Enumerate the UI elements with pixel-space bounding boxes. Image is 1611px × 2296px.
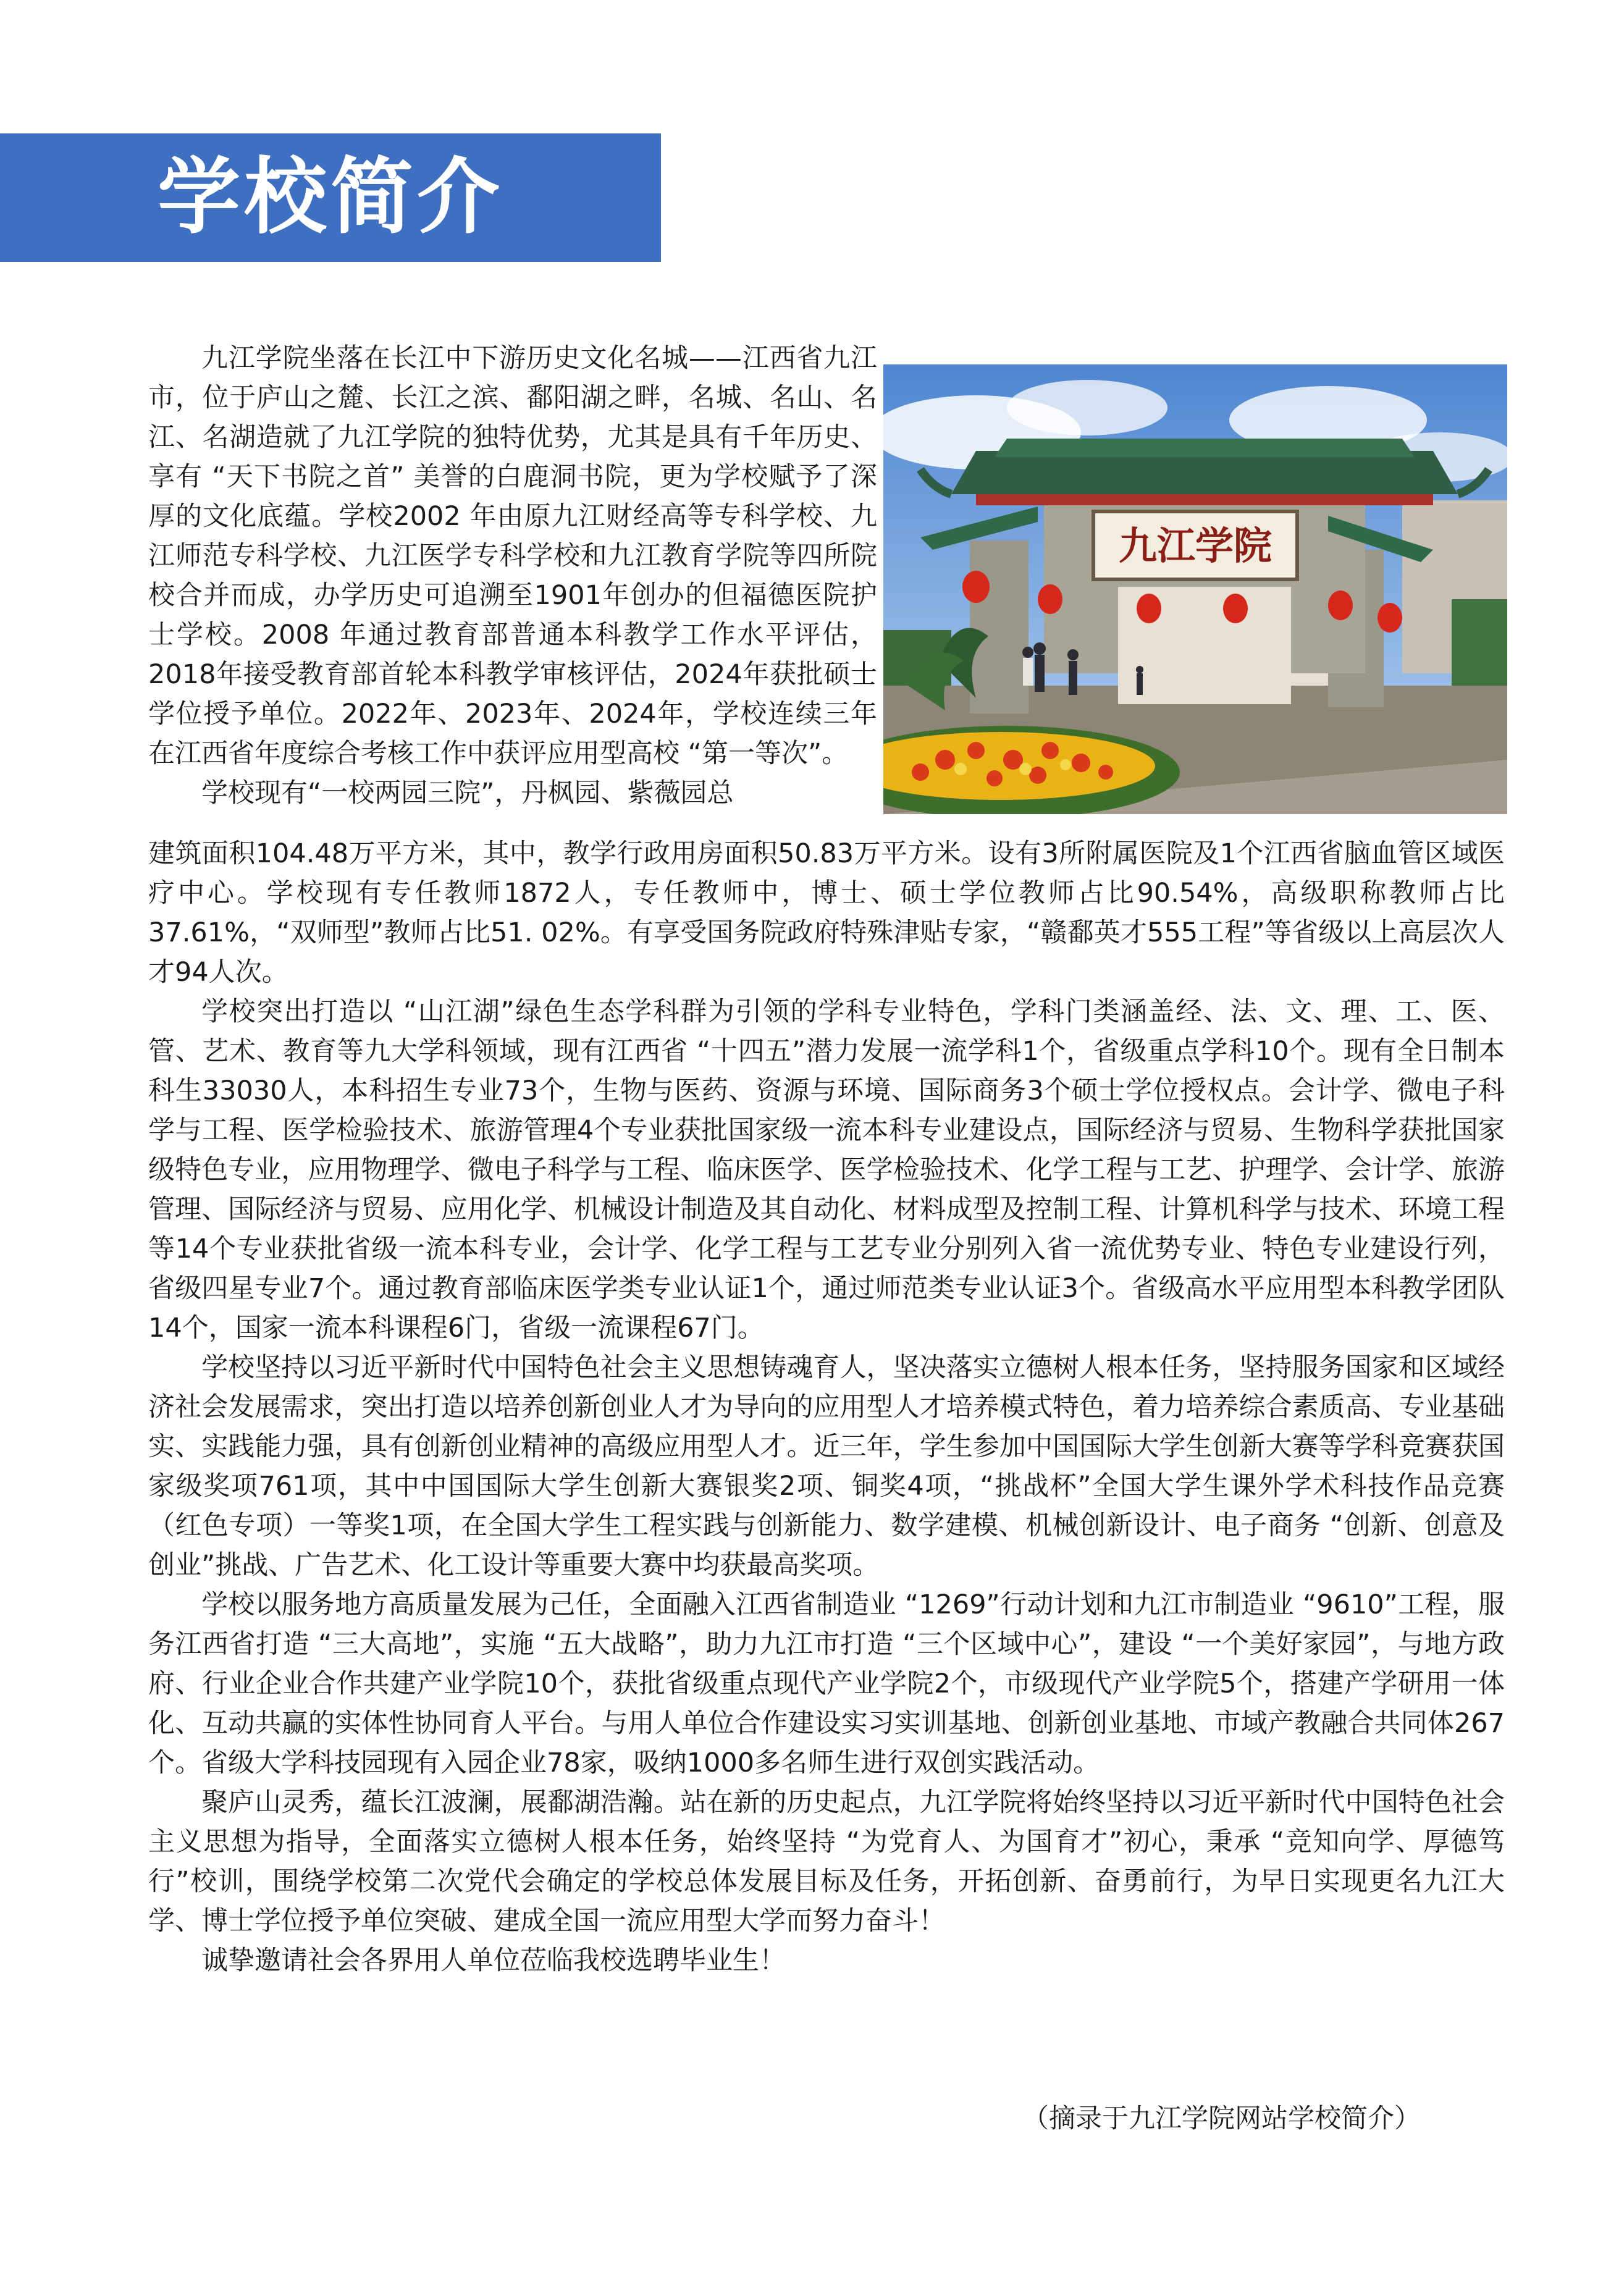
intro-paragraph-4: 学校坚持以习近平新时代中国特色社会主义思想铸魂育人，坚决落实立德树人根本任务，坚持服务国家和区域经济社会发展需求，突出打造以培养创新创业人才为导向的应用型人才培养模式特色，着力培养综合素质高、专业基础实、实践能力强，具有创新创业精神的高级应用型人才。近三年，学生参加中国国际大学生创新大赛等学科竞赛获国家级奖项761项，其中中国国际大学生创新大赛银奖2项、铜奖4项，“挑战杯”全国大学生课外学术科技作品竞赛（红色专项）一等奖1项，在全国大学生工程实践与创新能力、数学建模、机械创新设计、电子商务 “创新、创意及创业”挑战、广告艺术、化工设计等重要大赛中均获最高奖项。 [148,1352,1505,1581]
intro-wrapped-text [148,339,877,834]
source-note: （摘录于九江学院网站学校简介） [1022,2103,1421,2134]
intro-paragraph-7: 诚挚邀请社会各界用人单位莅临我校选聘毕业生！ [201,1945,786,1976]
intro-paragraph-2-start: 学校现有“一校两园三院”，丹枫园、紫薇园总 [201,778,734,809]
page-title: 学校简介 [158,148,504,245]
intro-paragraph-1: 九江学院坐落在长江中下游历史文化名城——江西省九江市，位于庐山之麓、长江之滨、鄱阳湖之畔，名城、名山、名江、名湖造就了九江学院的独特优势，尤其是具有千年历史、享有 “天下书院之首” 美誉的白鹿洞书院，更为学校赋予了深厚的文化底蕴。学校2002 年由原九江财经高等专科学校、九江师范专科学校、九江医学专科学校和九江教育学院等四所院校合并而成，办学历史可追溯至1901年创办的但福德医院护士学校。2008 年通过教育部普通本科教学工作水平评估，2018年接受教育部首轮本科教学审核评估，2024年获批硕士学位授予单位。2022年、2023年、2024年，学校连续三年在江西省年度综合考核工作中获评应用型高校 “第一等次”。 [148,343,877,769]
gate-inscription: 九江学院 [1118,523,1272,568]
intro-paragraph-3: 学校突出打造以 “山江湖”绿色生态学科群为引领的学科专业特色，学科门类涵盖经、法、文、理、工、医、管、艺术、教育等九大学科领域，现有江西省 “十四五”潜力发展一流学科1个，省级重点学科10个。现有全日制本科生33030人，本科招生专业73个，生物与医药、资源与环境、国际商务3个硕士学位授权点。会计学、微电子科学与工程、医学检验技术、旅游管理4个专业获批国家级一流本科专业建设点，国际经济与贸易、生物科学获批国家级特色专业，应用物理学、微电子科学与工程、临床医学、医学检验技术、化学工程与工艺、护理学、会计学、旅游管理、国际经济与贸易、应用化学、机械设计制造及其自动化、材料成型及控制工程、计算机科学与技术、环境工程等14个专业获批省级一流本科专业，会计学、化学工程与工艺专业分别列入省一流优势专业、特色专业建设行列，省级四星专业7个。通过教育部临床医学类专业认证1个，通过师范类专业认证3个。省级高水平应用型本科教学团队14个，国家一流本科课程6门，省级一流课程67门。 [148,996,1505,1344]
intro-full-text [148,834,1505,1980]
intro-paragraph-5: 学校以服务地方高质量发展为己任，全面融入江西省制造业 “1269”行动计划和九江市制造业 “9610”工程，服务江西省打造 “三大高地”，实施 “五大战略”，助力九江市打造 “三个区域中心”，建设 “一个美好家园”，与地方政府、行业企业合作共建产业学院10个，获批省级重点现代产业学院2个，市级现代产业学院5个，搭建产学研用一体化、互动共赢的实体性协同育人平台。与用人单位合作建设实习实训基地、创新创业基地、市域产教融合共同体267个。省级大学科技园现有入园企业78家，吸纳1000多名师生进行双创实践活动。 [148,1589,1505,1778]
intro-paragraph-6: 聚庐山灵秀，蕴长江波澜，展鄱湖浩瀚。站在新的历史起点，九江学院将始终坚持以习近平新时代中国特色社会主义思想为指导，全面落实立德树人根本任务，始终坚持 “为党育人、为国育才”初心，秉承 “竞知向学、厚德笃行”校训，围绕学校第二次党代会确定的学校总体发展目标及任务，开拓创新、奋勇前行，为早日实现更名九江大学、博士学位授予单位突破、建成全国一流应用型大学而努力奋斗！ [148,1787,1505,1936]
campus-gate-photo [883,364,1507,814]
intro-paragraph-2-rest: 建筑面积104.48万平方米，其中，教学行政用房面积50.83万平方米。设有3所附属医院及1个江西省脑血管区域医疗中心。学校现有专任教师1872人，专任教师中，博士、硕士学位教师占比90.54%，高级职称教师占比37.61%，“双师型”教师占比51. 02%。有享受国务院政府特殊津贴专家，“赣鄱英才555工程”等省级以上高层次人才94人次。 [148,838,1505,988]
